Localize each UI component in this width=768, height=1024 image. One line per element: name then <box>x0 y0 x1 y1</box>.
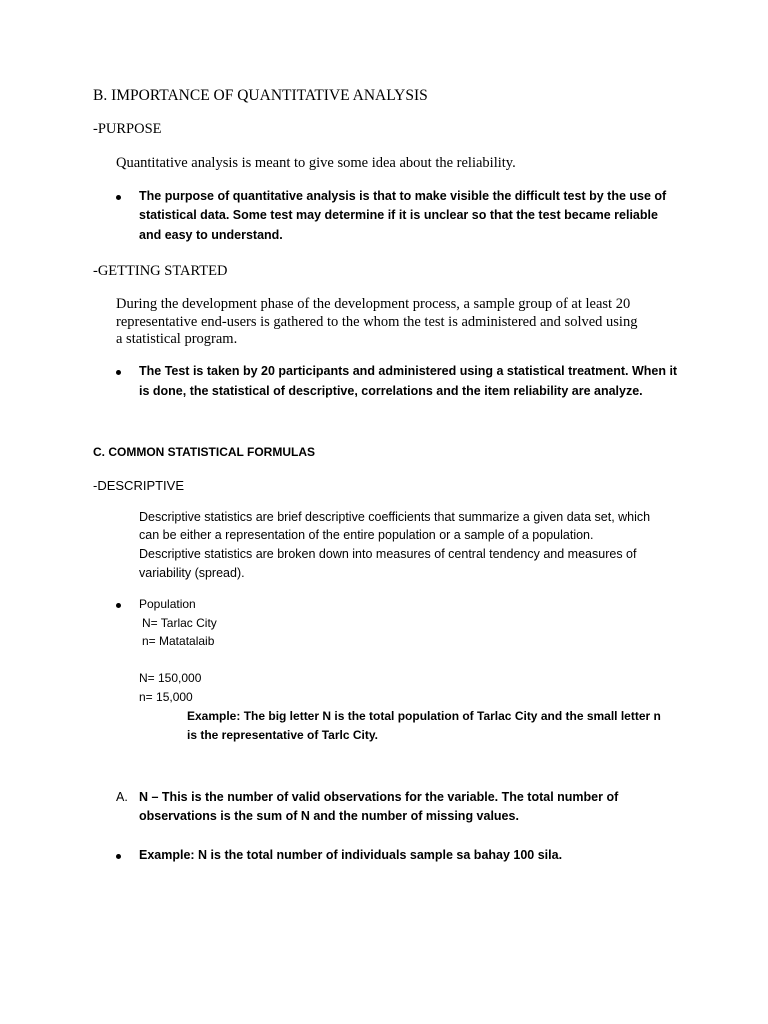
descriptive-label: -DESCRIPTIVE <box>93 478 185 493</box>
section-c-heading: C. COMMON STATISTICAL FORMULAS <box>93 445 315 459</box>
population-small-n: n= Matatalaib <box>142 634 215 648</box>
descriptive-paragraph-line: Descriptive statistics are brief descriptive coefficients that summarize a given data set, which <box>139 510 651 524</box>
getting-started-bullet-line: The Test is taken by 20 participants and administered using a statistical treatment. When it <box>139 364 678 378</box>
population-big-n: N= Tarlac City <box>142 616 217 630</box>
population-title: Population <box>139 597 196 611</box>
small-n-value: n= 15,000 <box>139 690 193 704</box>
descriptive-paragraph-line: can be either a representation of the entire population or a sample of a population. <box>139 528 594 542</box>
section-b-heading: B. IMPORTANCE OF QUANTITATIVE ANALYSIS <box>93 87 428 104</box>
item-a-line: observations is the sum of N and the number of missing values. <box>139 809 519 823</box>
population-example-line: is the representative of Tarlc City. <box>187 728 378 742</box>
item-a-marker: A. <box>116 790 128 804</box>
getting-started-bullet-line: is done, the statistical of descriptive, correlations and the item reliability are analyze. <box>139 384 643 398</box>
bullet-icon <box>116 603 121 608</box>
big-n-value: N= 150,000 <box>139 671 202 685</box>
descriptive-paragraph-line: Descriptive statistics are broken down into measures of central tendency and measures of <box>139 547 637 561</box>
getting-started-label: -GETTING STARTED <box>93 263 228 279</box>
purpose-intro: Quantitative analysis is meant to give some idea about the reliability. <box>116 155 516 171</box>
descriptive-paragraph-line: variability (spread). <box>139 566 245 580</box>
getting-started-paragraph-line: During the development phase of the development process, a sample group of at least 20 <box>116 296 631 312</box>
bullet-icon <box>116 370 121 375</box>
item-a-line: N – This is the number of valid observations for the variable. The total number of <box>139 790 619 804</box>
population-example-line: Example: The big letter N is the total population of Tarlac City and the small letter n <box>187 709 661 723</box>
getting-started-paragraph-line: representative end-users is gathered to the whom the test is administered and solved using <box>116 314 638 330</box>
purpose-label: -PURPOSE <box>93 121 162 137</box>
example-bullet-text: Example: N is the total number of individuals sample sa bahay 100 sila. <box>139 848 563 862</box>
getting-started-paragraph-line: a statistical program. <box>116 331 238 347</box>
purpose-bullet-line: statistical data. Some test may determine if it is unclear so that the test became reliable <box>139 208 658 222</box>
purpose-bullet-line: The purpose of quantitative analysis is that to make visible the difficult test by the use of <box>139 189 667 203</box>
bullet-icon <box>116 195 121 200</box>
purpose-bullet-line: and easy to understand. <box>139 228 283 242</box>
bullet-icon <box>116 854 121 859</box>
